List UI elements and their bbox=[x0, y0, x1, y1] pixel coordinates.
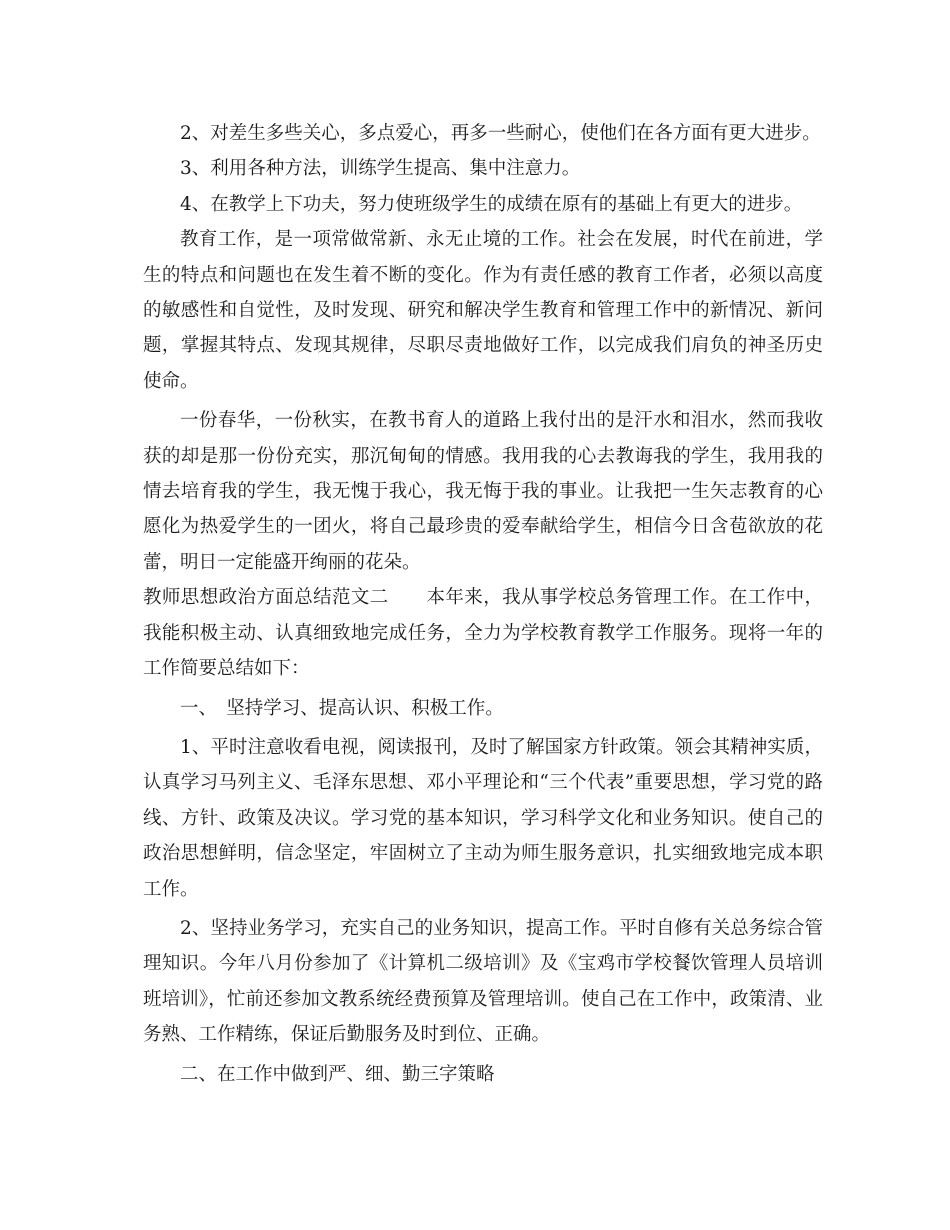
paragraph-study-1: 1、平时注意收看电视，阅读报刊，及时了解国家方针政策。领会其精神实质，认真学习马列主义、毛泽东思想、邓小平理论和“三个代表”重要思想，学习党的路线、方针、政策及决议。学习党的基本知识，学习科学文化和业务知识。使自己的政治思想鲜明，信念坚定，牢固树立了主动为师生服务意识，扎实细致地完成本职工作。 bbox=[143, 736, 823, 900]
paragraph-item-4: 4、在教学上下功夫，努力使班级学生的成绩在原有的基础上有更大的进步。 bbox=[180, 193, 803, 215]
paragraph-study-2: 2、坚持业务学习，充实自己的业务知识，提高工作。平时自修有关总务综合管理知识。今年八月份参加了《计算机二级培训》及《宝鸡市学校餐饮管理人员培训班培训》，忙前还参加文教系统经费预算及管理培训。使自己在工作中，政策清、业务熟、工作精练，保证后勤服务及时到位、正确。 bbox=[143, 917, 823, 1046]
section-title-sample-two: 教师思想政治方面总结范文二 本年来，我从事学校总务管理工作。在工作中，我能积极主动、认真细致地完成任务，全力为学校教育教学工作服务。现将一年的工作简要总结如下： bbox=[143, 587, 823, 680]
paragraph-item-2: 2、对差生多些关心，多点爱心，再多一些耐心，使他们在各方面有更大进步。 bbox=[180, 123, 821, 144]
heading-strategy: 二、在工作中做到严、细、勤三字策略 bbox=[180, 1063, 495, 1085]
paragraph-education-work: 教育工作，是一项常做常新、永无止境的工作。社会在发展，时代在前进，学生的特点和问题也在发生着不断的变化。作为有责任感的教育工作者，必须以高度的敏感性和自觉性，及时发现、研究和解决学生教育和管理工作中的新情况、新问题，掌握其特点、发现其规律，尽职尽责地做好工作，以完成我们肩负的神圣历史使命。 bbox=[143, 229, 823, 392]
paragraph-spring-autumn: 一份春华，一份秋实，在教书育人的道路上我付出的是汗水和泪水，然而我收获的却是那一份份充实，那沉甸甸的情感。我用我的心去教诲我的学生，我用我的情去培育我的学生，我无愧于我心，我无悔于我的事业。让我把一生矢志教育的心愿化为热爱学生的一团火，将自己最珍贵的爱奉献给学生，相信今日含苞欲放的花蕾，明日一定能盛开绚丽的花朵。 bbox=[143, 410, 823, 573]
heading-study: 一、 坚持学习、提高认识、积极工作。 bbox=[180, 697, 504, 719]
paragraph-item-3: 3、利用各种方法，训练学生提高、集中注意力。 bbox=[180, 158, 581, 180]
document-body bbox=[143, 116, 823, 1092]
